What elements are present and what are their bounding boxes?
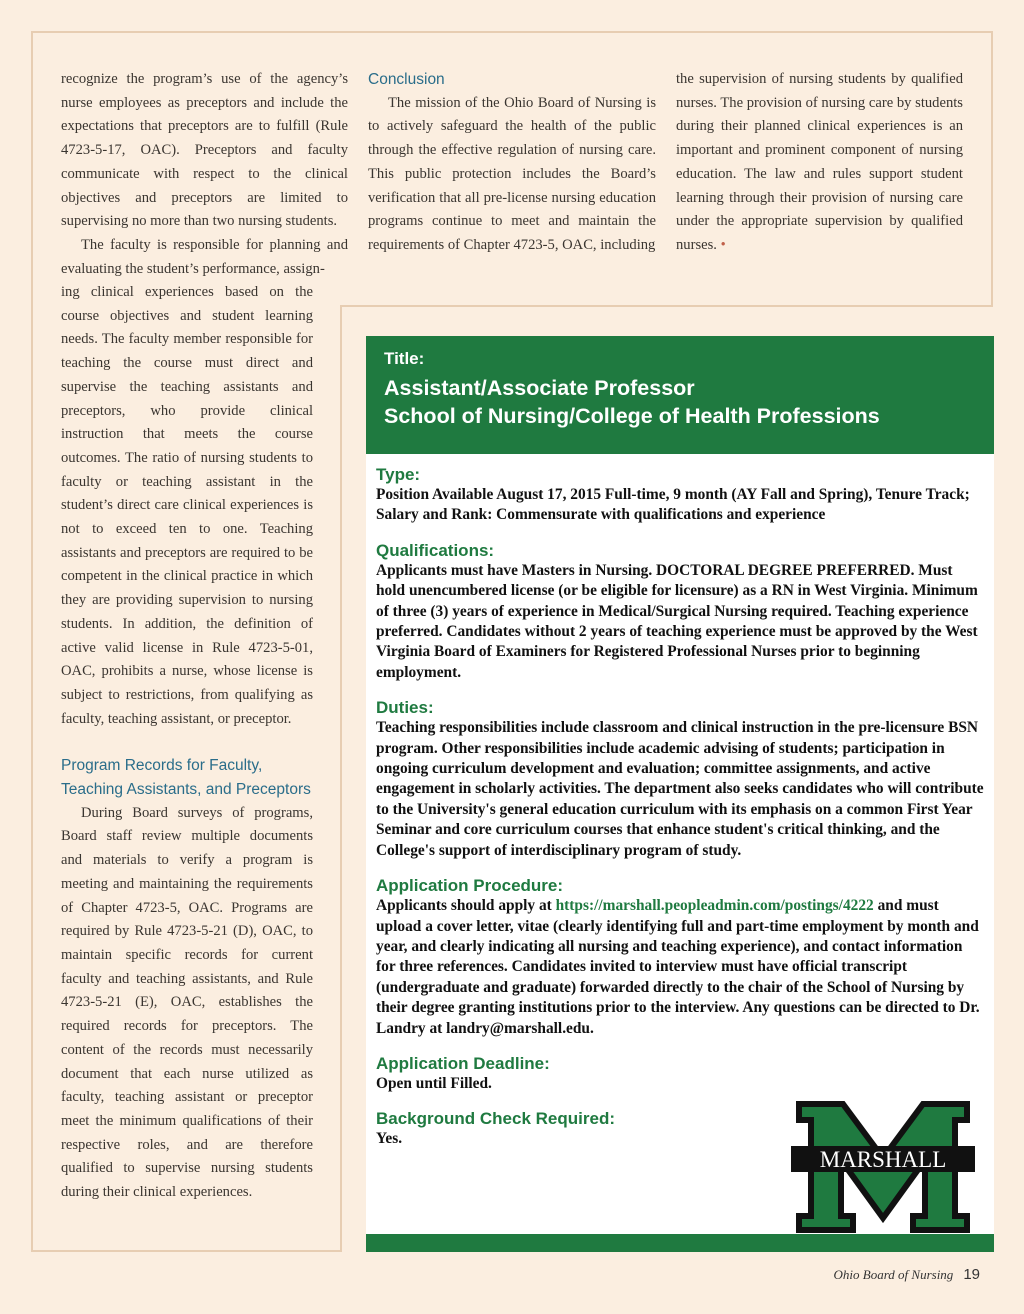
application-procedure-section [376, 875, 984, 1039]
deadline-section [376, 1053, 984, 1094]
procedure-text-end: and must upload a cover letter, vitae (clearly identifying full and part-time employment by month and year, and clearly indicating all nursing and teaching experience), and contact information for three references. Candidates invited to interview must have official transcript (undergraduate and graduate) forwarded directly to the chair of the School of Nursing by their degree granting institutions prior to the interview. Any questions can be directed to Dr. Landry at landry@marshall.edu. [376, 897, 980, 1037]
col1-paragraph-2-start: The faculty is responsible for planning and evaluating the student’s performance, assign- [61, 236, 348, 277]
col3-paragraph [676, 68, 963, 258]
frame-inner-vertical-border [340, 305, 342, 1252]
duties-section [376, 697, 984, 861]
column-1-lower [61, 281, 313, 1205]
procedure-text-start: Applicants should apply at [376, 897, 556, 915]
type-label: Type: [376, 465, 421, 484]
duties-label: Duties: [376, 698, 434, 718]
col1-paragraph-1: recognize the program’s use of the agency’s nurse employees as preceptors and include the expectations that preceptors are to fulfill (Rule 4723-5-17, OAC). Preceptors and faculty communicate with respect to the clinical objectives and preceptors are limited to supervising no more than two nursing students. [61, 71, 348, 230]
publication-name: Ohio Board of Nursing [833, 1267, 954, 1282]
application-procedure-text [376, 896, 984, 1039]
col1-paragraph-2-continued: ing clinical experiences based on the course objectives and student learning needs. The faculty member responsible for teaching the course must direct and supervise the teaching assistants and preceptors, who provide clinical instruction that meets the course outcomes. The ratio of nursing students to faculty or teaching assistant in the student’s direct care clinical experiences is not to exceed ten to one. Teaching assistants and preceptors are required to be competent in the clinical practice in which they are providing supervision to nursing students. In addition, the definition of active valid license in Rule 4723-5-01, OAC, prohibits a nurse, whose license is subject to restrictions, from qualifying as faculty, teaching assistant, or preceptor. [61, 284, 313, 727]
column-1-upper [61, 68, 348, 281]
application-link[interactable]: https://marshall.peopleadmin.com/postings/4222 [555, 897, 874, 915]
background-check-text: Yes. [376, 1130, 403, 1148]
page-number: 19 [963, 1266, 980, 1283]
deadline-label: Application Deadline: [376, 1053, 550, 1073]
conclusion-paragraph: The mission of the Ohio Board of Nursing is to actively safeguard the health of the public through the effective regulation of nursing care. This public protection includes the Board’s verification that all pre-license nursing education programs continue to meet and maintain the requirements of Chapter 4723-5, OAC, including [368, 94, 656, 253]
frame-left-border [31, 31, 33, 1252]
ad-title-line-2: School of Nursing/College of Health Professions [384, 404, 880, 428]
column-3 [676, 68, 963, 258]
col3-paragraph-text: the supervision of nursing students by qualified nurses. The provision of nursing care by students during their planned clinical experiences is an important and prominent component of nursing education. The law and rules support student learning through their provision of nursing care under the appropriate supervision by qualified nurses. [676, 71, 963, 253]
conclusion-heading: Conclusion [368, 71, 445, 88]
frame-right-border [991, 31, 993, 307]
ad-title-line-1: Assistant/Associate Professor [384, 376, 695, 400]
frame-inner-bottom-border [340, 305, 993, 307]
deadline-text: Open until Filled. [376, 1074, 492, 1092]
ad-title-banner [366, 336, 994, 454]
program-records-heading: Program Records for Faculty, Teaching Assistants, and Preceptors [61, 757, 311, 799]
marshall-logo [791, 1100, 975, 1234]
background-check-label: Background Check Required: [376, 1109, 615, 1129]
ad-body [366, 454, 994, 1150]
page-footer [834, 1266, 980, 1283]
qualifications-text: Applicants must have Masters in Nursing. DOCTORAL DEGREE PREFERRED. Must hold unencumbered license (or be eligible for licensure) as a RN in West Virginia. Minimum of three (3) years of experience in Medical/Surgical Nursing required. Teaching experience preferred. Candidates without 2 years of teaching experience must be approved by the West Virginia Board of Examiners for Registered Professional Nurses prior to beginning employment. [376, 561, 978, 681]
job-advertisement [366, 336, 994, 1252]
type-section [376, 464, 984, 526]
end-mark: • [720, 236, 726, 253]
logo-text: MARSHALL [819, 1147, 947, 1172]
type-text: Position Available August 17, 2015 Full-time, 9 month (AY Fall and Spring), Tenure Track; Salary and Rank: Commensurate with qualifications and experience [376, 486, 970, 524]
duties-text: Teaching responsibilities include classroom and clinical instruction in the pre-licensure BSN program. Other responsibilities include academic advising of students; participation in ongoing curriculum development and evaluation; committee assignments, and active engagement in scholarly activities. The department also seeks candidates who will contribute to the University's general education curriculum with its emphasis on a common First Year Seminar and core curriculum courses that enhance student's critical thinking, and the College's support of interdisciplinary program of study. [376, 719, 984, 859]
col1-paragraph-3: During Board surveys of programs, Board staff review multiple documents and materials to verify a program is meeting and maintaining the requirements of Chapter 4723-5, OAC. Programs are required by Rule 4723-5-21 (D), OAC, to maintain specific records for current faculty and teaching assistants, and Rule 4723-5-21 (E), OAC, establishes the required records for preceptors. The content of the records must necessarily document that each nurse utilized as faculty, teaching assistant or preceptor meet the minimum qualifications of their respective roles, and are therefore qualified to supervise nursing students during their clinical experiences. [61, 804, 313, 1201]
ad-title-label: Title: [384, 349, 425, 368]
column-2 [368, 68, 656, 258]
frame-bottom-border [31, 1250, 342, 1252]
ad-footer-bar [366, 1234, 994, 1252]
qualifications-section [376, 540, 984, 683]
application-procedure-label: Application Procedure: [376, 876, 564, 896]
qualifications-label: Qualifications: [376, 540, 495, 560]
